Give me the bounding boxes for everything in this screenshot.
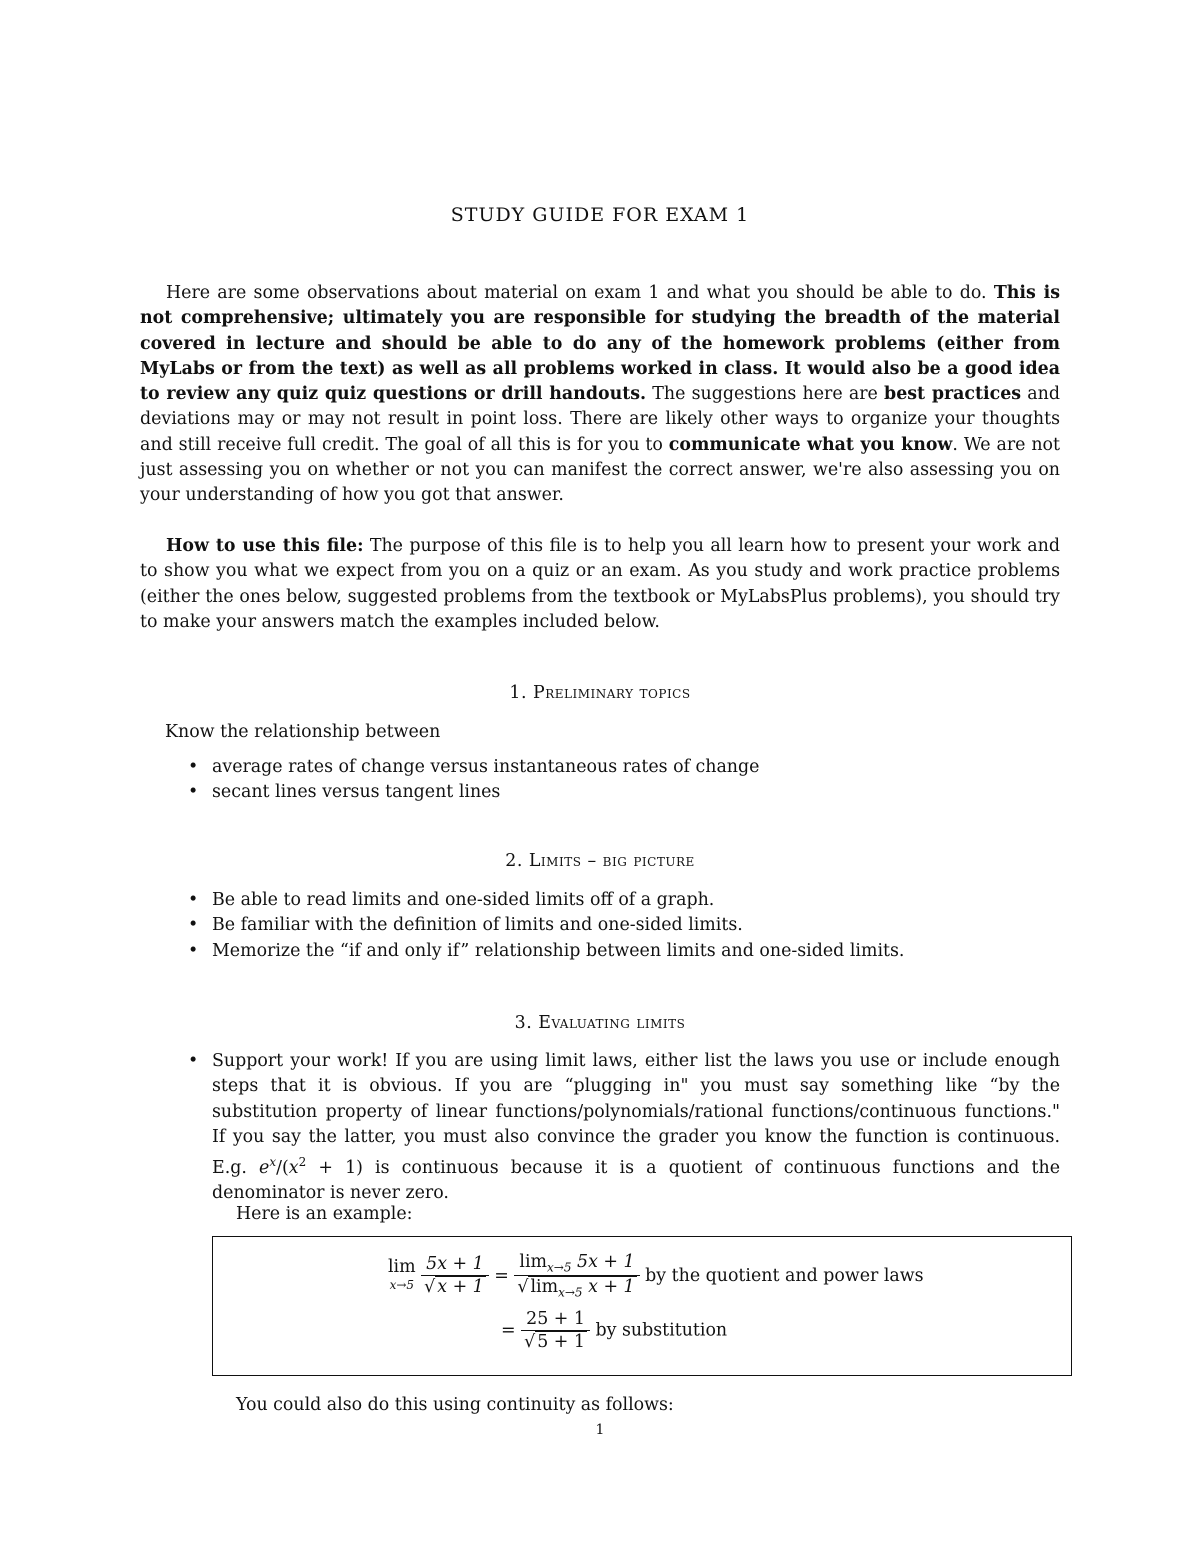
section-2-list (188, 888, 1060, 964)
example-intro: Here is an example: (236, 1204, 413, 1224)
intro-bold-1: This is not comprehensive; ultimately you are responsible for studying the breadth of the material covered in lecture and should be able to do any of the homework problems (either from MyLabs or from the text) as well as all problems worked in class. It would also be a good idea to review any quiz quiz questions or drill handouts. (140, 283, 1060, 405)
how-to-paragraph (140, 534, 1060, 635)
math-e: e (259, 1157, 270, 1178)
section-2-heading (0, 851, 1200, 871)
section-1-heading (0, 683, 1200, 703)
den2-subscript: x→5 (558, 1285, 583, 1300)
sqrt-3 (524, 1332, 587, 1352)
fraction-3 (521, 1309, 590, 1352)
equation-line-2 (501, 1309, 727, 1352)
section-1-title: Preliminary topics (533, 683, 691, 703)
page-number: 1 (595, 1422, 605, 1438)
bullet-icon: • (188, 1051, 199, 1071)
section-3-heading (0, 1013, 1200, 1033)
list-item (188, 939, 1060, 964)
list-item-text: average rates of change versus instantaneous rates of change (212, 757, 760, 777)
math-square: 2 (298, 1155, 307, 1170)
math-plus-one: + 1) (306, 1157, 363, 1178)
intro-paragraph (140, 281, 1060, 509)
intro-bold-3: communicate what you know (668, 434, 953, 455)
fraction-1-denominator: x + 1 (437, 1277, 484, 1298)
den2-lim: lim (530, 1277, 559, 1298)
bullet-icon: • (188, 890, 199, 910)
list-item (188, 913, 1060, 938)
list-item (188, 780, 1060, 805)
equals-sign: = (494, 1265, 509, 1286)
how-to-text: The purpose of this file is to help you all learn how to present your work and to show you what we expect from you on a quiz or an exam. As you study and work practice problems (either the ones below, suggested problems from the textbook or MyLabsPlus problems), you should try to make your answers match the examples included below. (140, 536, 1060, 632)
num2-lim: lim (519, 1252, 548, 1272)
section-2-number: 2. (505, 851, 523, 871)
section-3-number: 3. (514, 1013, 533, 1033)
lim-subscript: x→5 (389, 1277, 415, 1292)
bullet-icon: • (188, 757, 199, 777)
intro-text-2: The suggestions here are (646, 384, 885, 405)
fraction-1-numerator: 5x + 1 (421, 1254, 489, 1276)
list-item-text: Be able to read limits and one-sided limits off of a graph. (212, 890, 715, 910)
fraction-1 (421, 1254, 489, 1297)
math-x: x (288, 1157, 299, 1178)
num2-rest: 5x + 1 (571, 1252, 635, 1272)
bullet-icon: • (188, 782, 199, 803)
lim-text: lim (388, 1256, 416, 1277)
sqrt-icon: √ (424, 1277, 436, 1298)
sqrt-icon: √ (524, 1332, 536, 1352)
den2-rest: x + 1 (582, 1277, 635, 1298)
fraction-2 (514, 1252, 639, 1300)
equation-line-1 (388, 1252, 924, 1300)
section-2-title: Limits – big picture (528, 851, 695, 871)
reason-2: by substitution (595, 1320, 728, 1341)
list-item-text: Be familiar with the definition of limits and one-sided limits. (212, 915, 743, 936)
math-exponent: x (269, 1155, 277, 1170)
bullet-icon: • (188, 915, 199, 936)
section-3-title: Evaluating limits (538, 1013, 686, 1033)
intro-bold-2: best practices (884, 384, 1022, 405)
bullet-icon: • (188, 940, 199, 961)
page-title: STUDY GUIDE FOR EXAM 1 (450, 204, 750, 226)
list-item (188, 755, 1060, 780)
how-to-label: How to use this file: (166, 536, 364, 556)
sqrt-icon: √ (517, 1277, 529, 1298)
fraction-3-denominator: 5 + 1 (537, 1332, 585, 1352)
section-1-number: 1. (509, 683, 527, 703)
section-1-list (188, 755, 1060, 806)
continuity-intro: You could also do this using continuity as follows: (236, 1395, 674, 1415)
equals-sign: = (501, 1320, 516, 1341)
list-item (188, 888, 1060, 913)
list-item-text: secant lines versus tangent lines (212, 782, 501, 803)
fraction-3-numerator: 25 + 1 (521, 1309, 590, 1331)
limit-operator (388, 1258, 416, 1294)
list-item (188, 1049, 1060, 1207)
math-slash: /( (276, 1157, 289, 1178)
intro-text-1: Here are some observations about material on exam 1 and what you should be able to do. (166, 283, 994, 303)
intro-text-4: . We are not just assessing you on whether or not you can manifest the correct answer, we're also assessing you on your understanding of how you got that answer. (140, 434, 1060, 506)
section-3-list (188, 1049, 1060, 1207)
list-item-text: Memorize the “if and only if” relationship between limits and one-sided limits. (212, 940, 905, 961)
num2-subscript: x→5 (547, 1260, 572, 1275)
intro-text-3: and deviations may or may not result in point loss. There are likely other ways to organize your thoughts and still receive full credit. The goal of all this is for you to (140, 384, 1060, 455)
list-item-text: is continuous because it is a quotient of continuous functions and the denominator is never zero. (212, 1157, 1060, 1204)
list-item-text: Support your work! If you are using limit laws, either list the laws you use or include enough steps that it is obvious. If you are “plugging in" you must say something like “by the substitution property of linear functions/polynomials/rational functions/continuous functions." If you say the latter, you must also convince the grader you know the function is continuous. E.g. (212, 1051, 1060, 1178)
sqrt-1 (424, 1277, 486, 1297)
section-1-lead: Know the relationship between (165, 722, 441, 742)
sqrt-2 (517, 1277, 636, 1299)
reason-1: by the quotient and power laws (645, 1265, 924, 1286)
